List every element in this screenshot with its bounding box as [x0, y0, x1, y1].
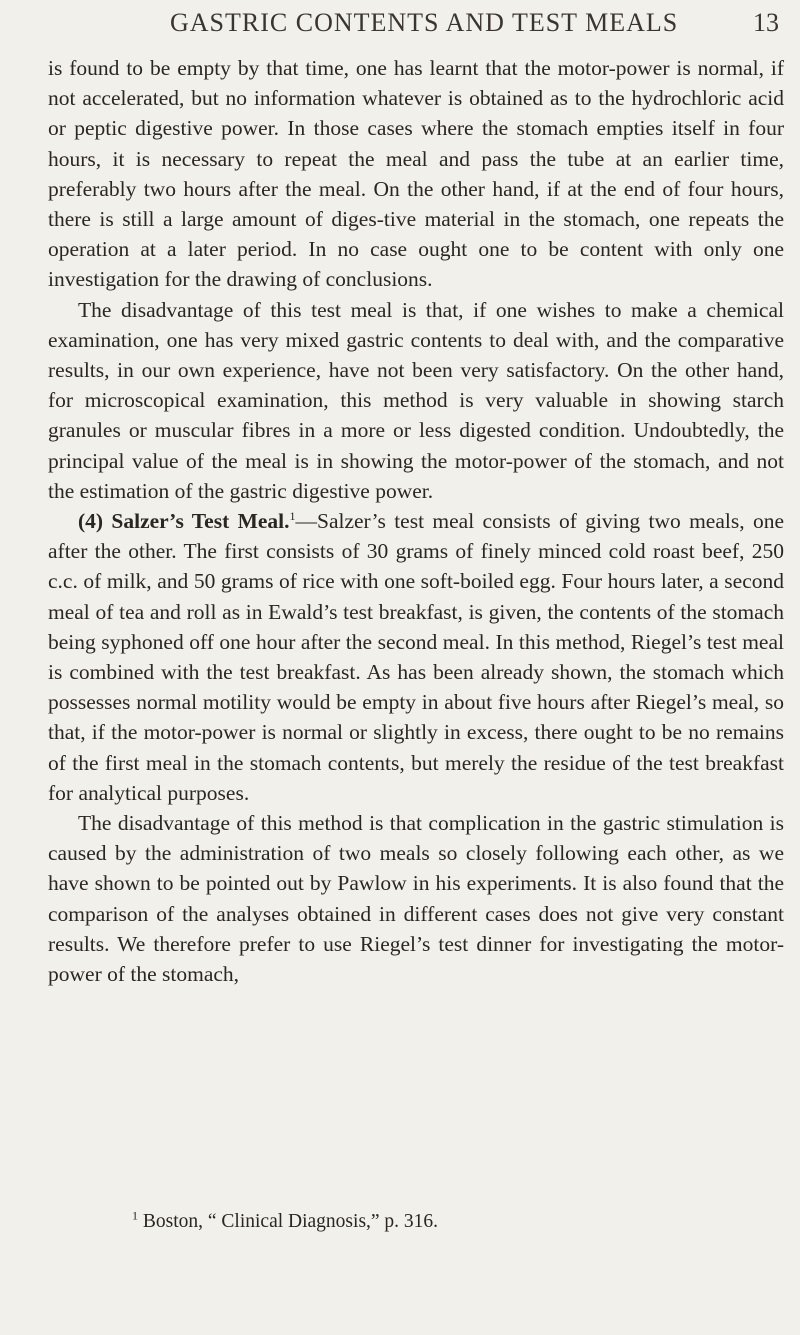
footnote — [132, 1209, 772, 1235]
footnote-mark: 1 — [132, 1208, 138, 1223]
paragraph-body: —Salzer’s test meal consists of giving two meals, one after the other. The first consists of 30 grams of finely minced cold roast beef, 250 c.c. of milk, and 50 grams of rice with one soft-boiled egg. Four hours later, a second meal of tea and roll as in Ewald’s test breakfast, is given, the contents of the stomach being syphoned off one hour after the second meal. In this method, Riegel’s test meal is combined with the test breakfast. As has been already shown, the stomach which possesses normal motility would be empty in about five hours after Riegel’s meal, so that, if the motor-power is normal or slightly in excess, there ought to be no remains of the first meal in the stomach contents, but merely the residue of the test breakfast for analytical purposes. — [48, 509, 784, 805]
running-title: GASTRIC CONTENTS AND TEST MEALS — [170, 8, 679, 37]
footnote-reference: 1 — [289, 508, 296, 523]
paragraph-disadvantage-test-meal: The disadvantage of this test meal is that, if one wishes to make a chemical examination, one has very mixed gastric contents to deal with, and the comparative results, in our own experience, have not been very satisfactory. On the other hand, for microscopical examination, this method is very valuable in showing starch granules or muscular fibres in a more or less digested condition. Undoubtedly, the principal value of the meal is in showing the motor-power of the stomach, and not the estimation of the gastric digestive power. — [48, 297, 784, 503]
paragraph-salzer-test-meal — [48, 506, 784, 808]
paragraph-disadvantage-method: The disadvantage of this method is that complication in the gastric stimulation is caused by the administration of two meals so closely following each other, as we have shown to be pointed out by Pawlow in his experiments. It is also found that the comparison of the analyses obtained in different cases does not give very constant results. We therefore prefer to use Riegel’s test dinner for investigating the motor-power of the stomach, — [48, 811, 784, 987]
paragraph-continued: is found to be empty by that time, one has learnt that the motor-power is normal, if not accelerated, but no information whatever is obtained as to the hydrochloric acid or peptic digestive power. In those cases where the stomach empties itself in four hours, it is necessary to repeat the meal and pass the tube at an earlier time, preferably two hours after the meal. On the other hand, if at the end of four hours, there is still a large amount of diges-tive material in the stomach, one repeats the operation at a later period. In no case ought one to be content with only one investigation for the drawing of conclusions. — [48, 56, 784, 292]
body-text — [48, 53, 784, 989]
page-number: 13 — [753, 8, 779, 37]
footnote-text: Boston, “ Clinical Diagnosis,” p. 316. — [142, 1211, 439, 1232]
section-heading: (4) Salzer’s Test Meal. — [78, 509, 290, 534]
